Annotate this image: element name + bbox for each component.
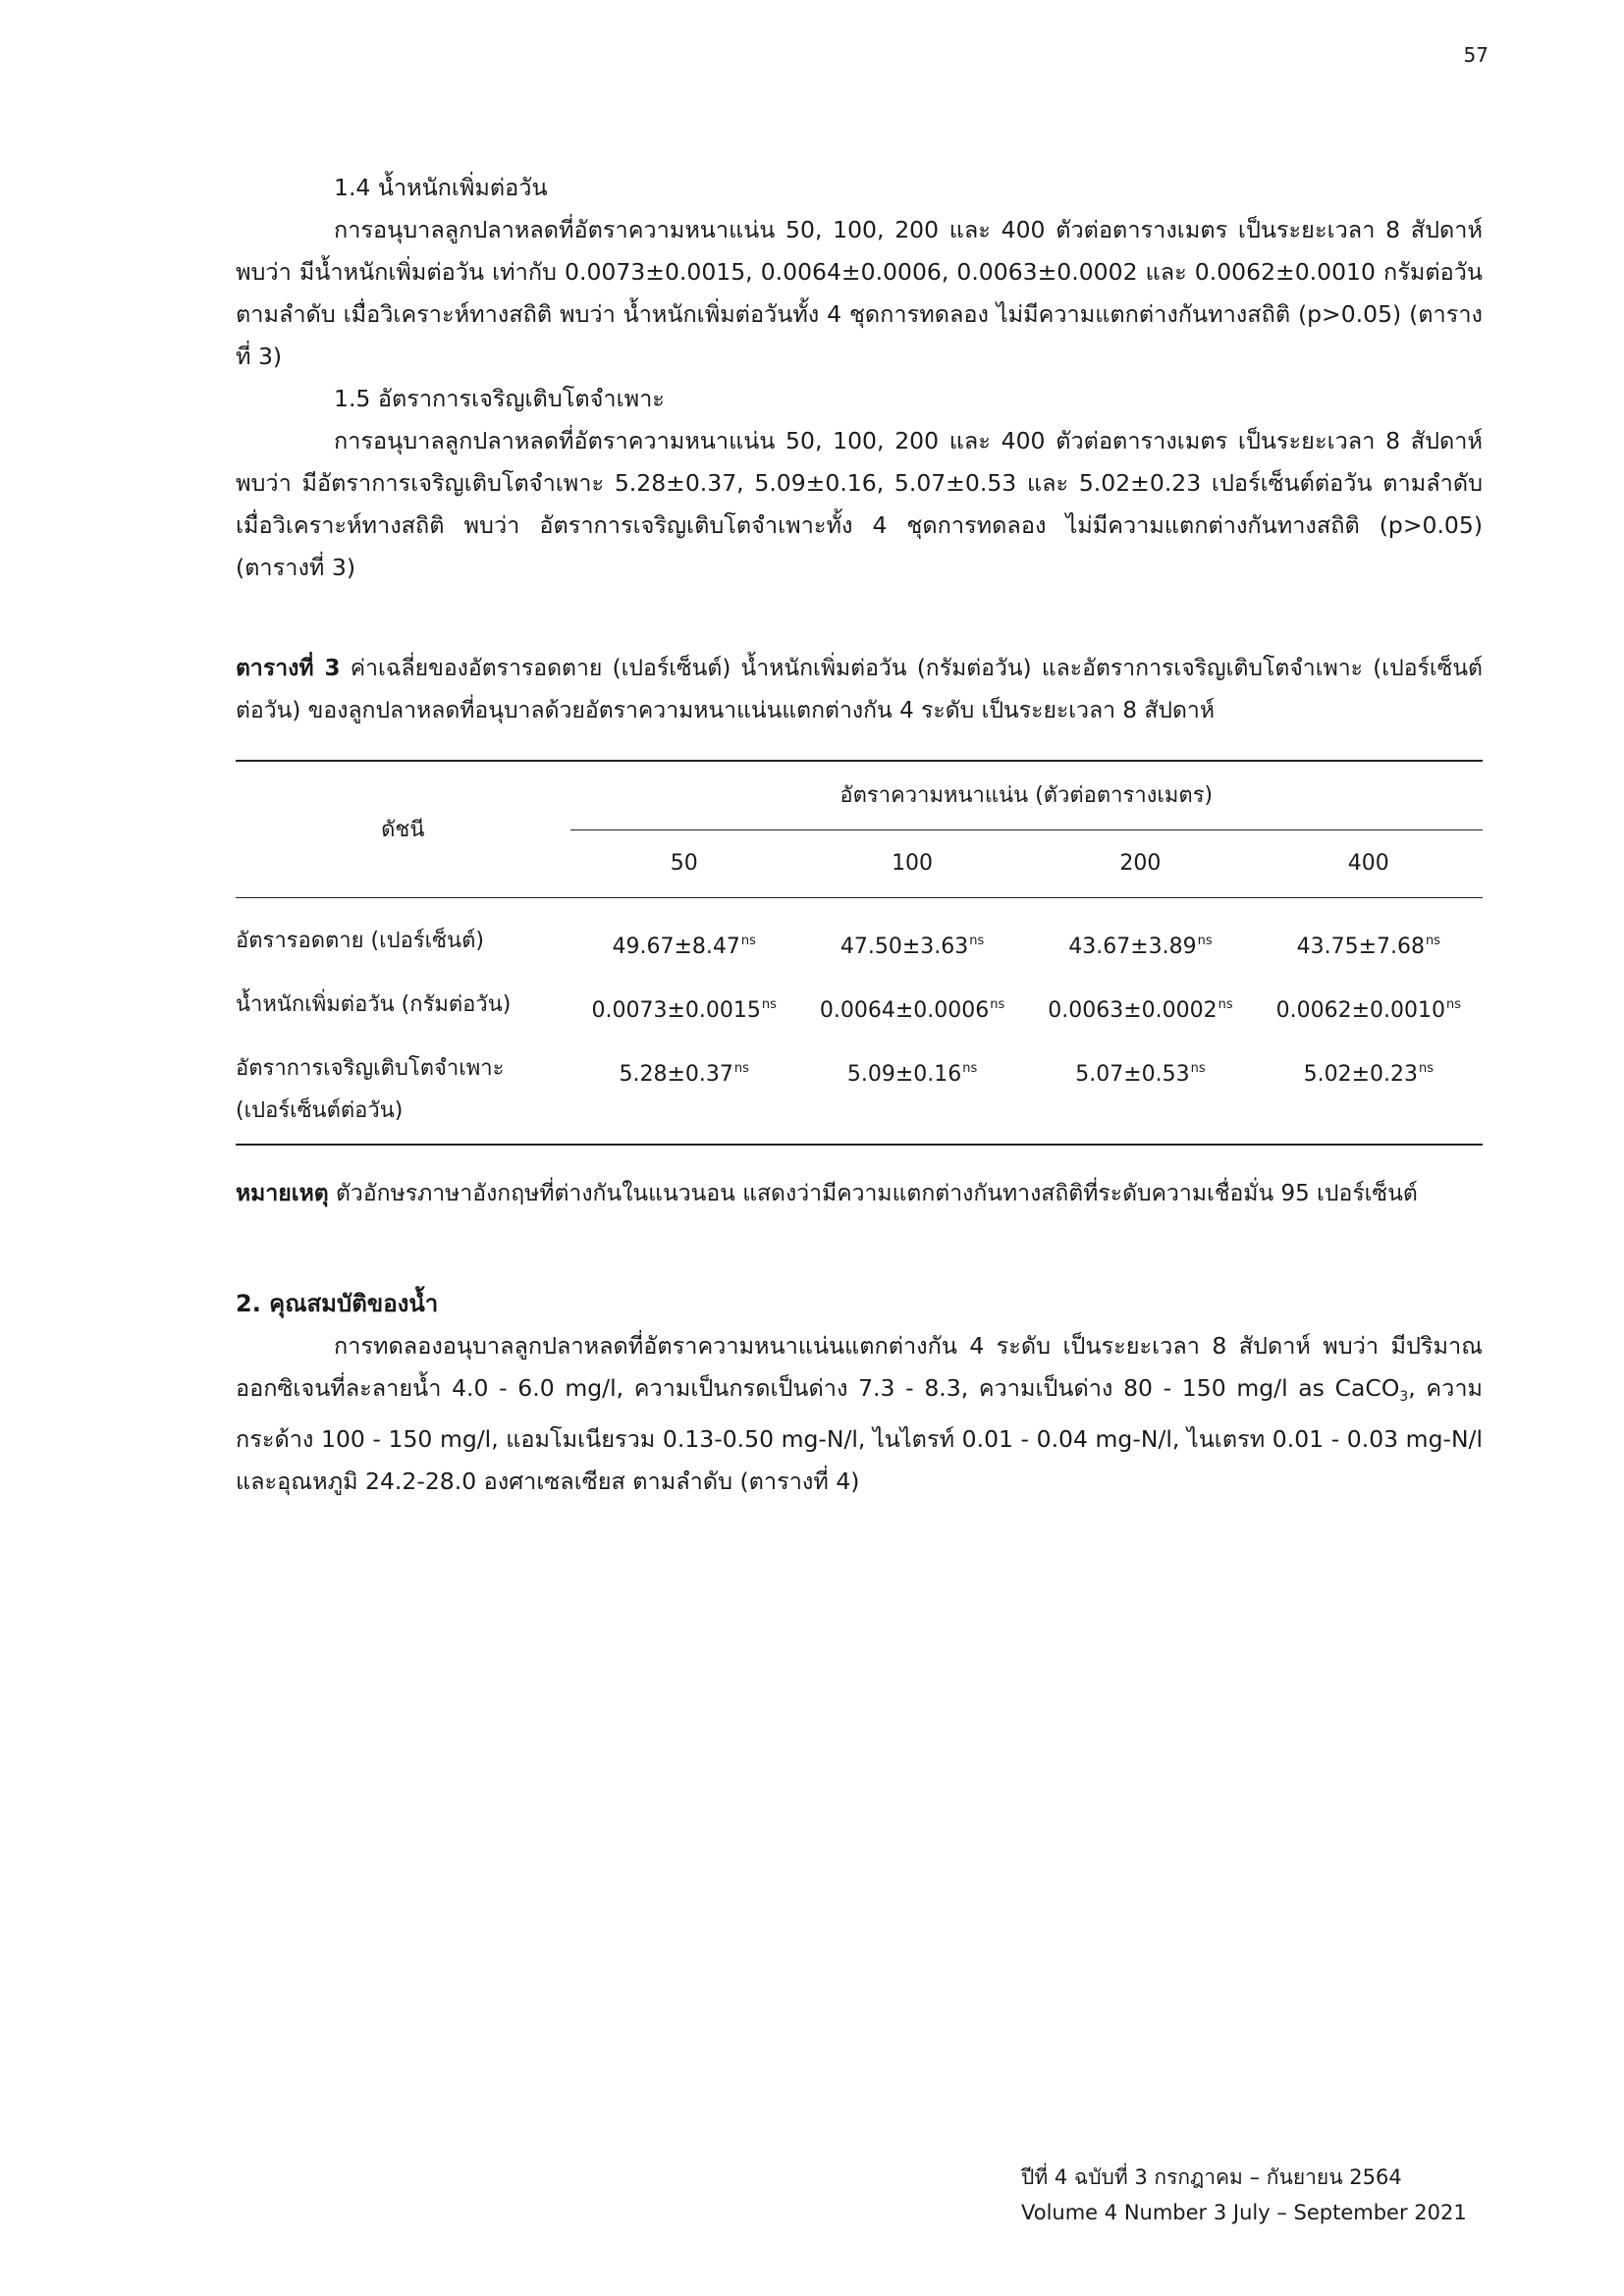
subsection-heading-1-5: 1.5 อัตราการเจริญเติบโตจำเพาะ [334, 385, 665, 412]
table-row [236, 1032, 1483, 1145]
table-row-label: อัตราการเจริญเติบโตจำเพาะ (เปอร์เซ็นต์ต่อวัน) [236, 1056, 505, 1123]
subsection-paragraph-1-5: การอนุบาลลูกปลาหลดที่อัตราความหนาแน่น 50, 100, 200 และ 400 ตัวต่อตารางเมตร เป็นระยะเวลา 8 สัปดาห์ พบว่า มีอัตราการเจริญเติบโตจำเพาะ 5.28±0.37, 5.09±0.16, 5.07±0.53 และ 5.02±0.23 เปอร์เซ็นต์ต่อวัน ตามลำดับ เมื่อวิเคราะห์ทางสถิติ พบว่า อัตราการเจริญเติบโตจำเพาะทั้ง 4 ชุดการทดลอง ไม่มีความแตกต่างกันทางสถิติ (p>0.05) (ตารางที่ 3) [236, 427, 1483, 581]
table-note-text: ตัวอักษรภาษาอังกฤษที่ต่างกันในแนวนอน แสดงว่ามีความแตกต่างกันทางสถิติที่ระดับความเชื่อมั่น 95 เปอร์เซ็นต์ [328, 1181, 1418, 1206]
table-cell: $47.50\pm 3.63^{ns}$ [839, 934, 985, 959]
table-header-col: 100 [798, 829, 1026, 898]
table-caption-label: ตารางที่ 3 [236, 656, 341, 681]
table-cell: $5.09\pm 0.16^{ns}$ [846, 1061, 978, 1087]
table-cell: $5.07\pm 0.53^{ns}$ [1075, 1061, 1206, 1087]
section-paragraph-2: การทดลองอนุบาลลูกปลาหลดที่อัตราความหนาแน่นแตกต่างกัน 4 ระดับ เป็นระยะเวลา 8 สัปดาห์ พบว่า มีปริมาณออกซิเจนที่ละลายน้ำ 4.0 - 6.0 mg/l, ความเป็นกรดเป็นด่าง 7.3 - 8.3, ความเป็นด่าง 80 - 150 mg/l as CaCO$_3$, ความกระด้าง 100 - 150 mg/l, แอมโมเนียรวม 0.13-0.50 mg-N/l, ไนไตรท์ 0.01 - 0.04 mg-N/l, ไนเตรท 0.01 - 0.03 mg-N/l และอุณหภูมิ 24.2-28.0 องศาเซลเซียส ตามลำดับ (ตารางที่ 4) [236, 1332, 1484, 1495]
table-cell: $5.02\pm 0.23^{ns}$ [1303, 1061, 1435, 1087]
table-cell: $5.28\pm 0.37^{ns}$ [619, 1061, 749, 1087]
footer-english-issue: Volume 4 Number 3 July – September 2021 [1021, 2201, 1467, 2224]
table-row [236, 898, 1483, 969]
table-row-label: น้ำหนักเพิ่มต่อวัน (กรัมต่อวัน) [236, 992, 512, 1017]
table-cell: $0.0073\pm 0.0015^{ns}$ [591, 997, 777, 1023]
page-content [236, 167, 1483, 1503]
table-caption [236, 648, 1483, 732]
table-cell: $0.0064\pm 0.0006^{ns}$ [819, 997, 1005, 1023]
table-note [236, 1171, 1483, 1216]
table-header-col: 400 [1255, 829, 1483, 898]
table-cell: $43.67\pm 3.89^{ns}$ [1068, 934, 1213, 959]
subsection-paragraph-1-4: การอนุบาลลูกปลาหลดที่อัตราความหนาแน่น 50, 100, 200 และ 400 ตัวต่อตารางเมตร เป็นระยะเวลา 8 สัปดาห์ พบว่า มีน้ำหนักเพิ่มต่อวัน เท่ากับ 0.0073±0.0015, 0.0064±0.0006, 0.0063±0.0002 และ 0.0062±0.0010 กรัมต่อวัน ตามลำดับ เมื่อวิเคราะห์ทางสถิติ พบว่า น้ำหนักเพิ่มต่อวันทั้ง 4 ชุดการทดลอง ไม่มีความแตกต่างกันทางสถิติ (p>0.05) (ตารางที่ 3) [236, 216, 1483, 370]
table-row [236, 968, 1483, 1032]
table-header-density: อัตราความหนาแน่น (ตัวต่อตารางเมตร) [570, 761, 1483, 829]
table-cell: $0.0063\pm 0.0002^{ns}$ [1048, 997, 1233, 1023]
table-header-col: 200 [1026, 829, 1254, 898]
table-header-index: ดัชนี [236, 761, 570, 898]
table-cell: $49.67\pm 8.47^{ns}$ [612, 934, 756, 959]
table-note-label: หมายเหตุ [236, 1181, 329, 1206]
table-row-label: อัตรารอดตาย (เปอร์เซ็นต์) [236, 929, 484, 953]
footer-thai-issue: ปีที่ 4 ฉบับที่ 3 กรกฎาคม – กันยายน 2564 [1021, 2165, 1402, 2189]
page-footer [1021, 2160, 1492, 2230]
page-number: 57 [1463, 43, 1489, 67]
table-cell: $43.75\pm 7.68^{ns}$ [1296, 934, 1441, 959]
data-table [236, 760, 1483, 1146]
section-heading-2: 2. คุณสมบัติของน้ำ [236, 1290, 439, 1317]
table-header-col: 50 [570, 829, 798, 898]
subsection-heading-1-4: 1.4 น้ำหนักเพิ่มต่อวัน [334, 174, 548, 201]
table-caption-text: ค่าเฉลี่ยของอัตรารอดตาย (เปอร์เซ็นต์) น้ำหนักเพิ่มต่อวัน (กรัมต่อวัน) และอัตราการเจริญเติบโตจำเพาะ (เปอร์เซ็นต์ต่อวัน) ของลูกปลาหลดที่อนุบาลด้วยอัตราความหนาแน่นแตกต่างกัน 4 ระดับ เป็นระยะเวลา 8 สัปดาห์ [236, 656, 1483, 723]
table-cell: $0.0062\pm 0.0010^{ns}$ [1275, 997, 1461, 1023]
